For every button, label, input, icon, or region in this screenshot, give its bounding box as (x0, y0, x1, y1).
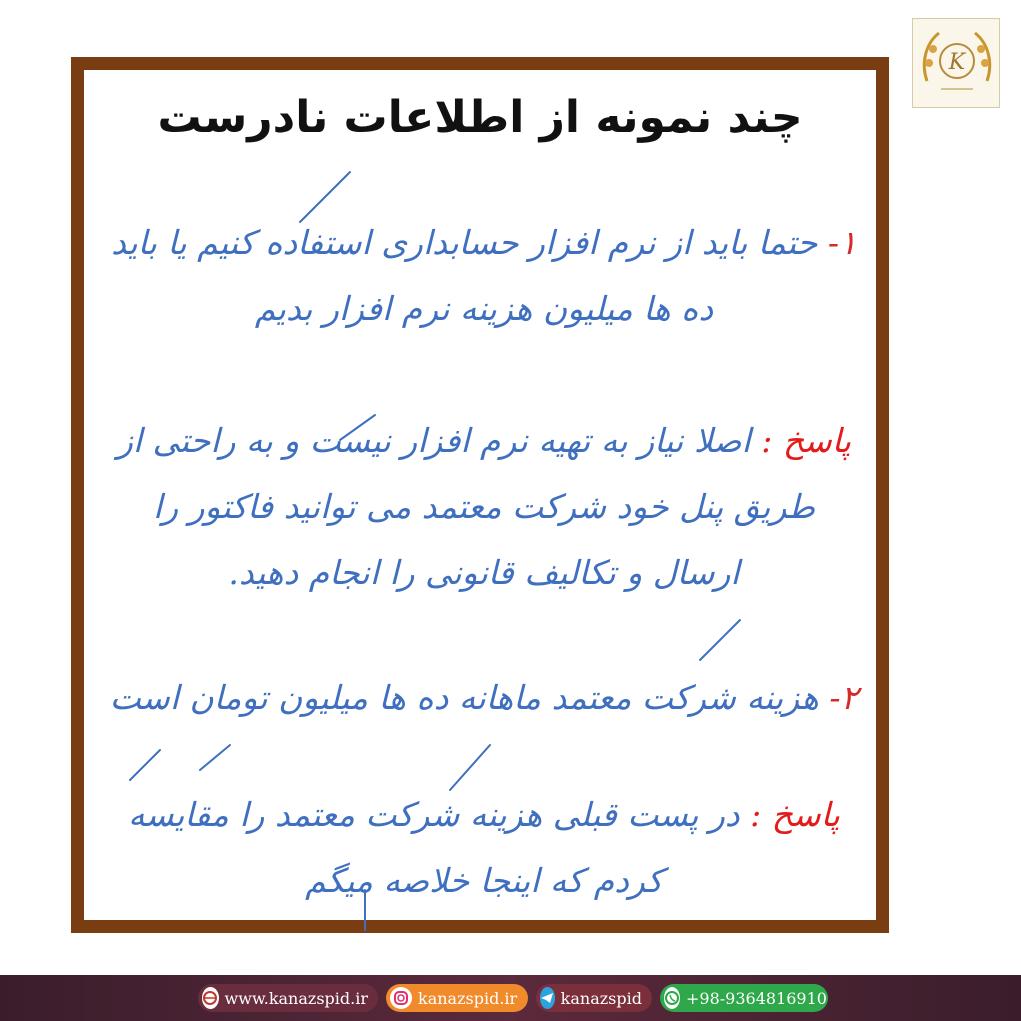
answer-1-text: اصلا نیاز به تهیه نرم افزار نیست و به راحتی از طریق پنل خود شرکت معتمد می توانید فاکتور را ارسال و تکالیف قانونی را انجام دهید. (116, 421, 815, 592)
item-2-number: ۲- (829, 678, 859, 717)
telegram-icon (540, 987, 555, 1009)
brand-logo (912, 18, 1000, 108)
globe-icon (202, 987, 219, 1009)
item-1 (106, 210, 862, 342)
instagram-icon (390, 987, 412, 1009)
whatsapp-icon (664, 987, 680, 1009)
answer-1-label: پاسخ : (761, 421, 852, 460)
svg-text:K: K (948, 50, 966, 75)
instagram-text: kanazspid.ir (418, 988, 518, 1008)
item-2 (106, 665, 862, 731)
content-card (71, 57, 889, 933)
item-1-number: ۱- (827, 223, 857, 262)
item-2-text: هزینه شرکت معتمد ماهانه ده ها میلیون تومان است (109, 678, 819, 717)
answer-1 (106, 408, 862, 606)
website-link[interactable] (198, 984, 378, 1012)
phone-text: +98-9364816910 (686, 988, 827, 1008)
answer-2-text: در پست قبلی هزینه شرکت معتمد را مقایسه کردم که اینجا خلاصه میگم (128, 795, 740, 900)
item-1-text: حتما باید از نرم افزار حسابداری استفاده کنیم یا باید ده ها میلیون هزینه نرم افزار بدیم (111, 223, 818, 328)
answer-2 (106, 782, 862, 914)
instagram-link[interactable] (386, 984, 528, 1012)
logo-emblem-icon (913, 19, 1000, 108)
telegram-link[interactable] (536, 984, 652, 1012)
page-title: چند نمونه از اطلاعات نادرست (157, 92, 803, 143)
phone-link[interactable] (660, 984, 828, 1012)
telegram-text: kanazspid (560, 988, 642, 1008)
footer-bar (0, 975, 1021, 1021)
answer-2-label: پاسخ : (750, 795, 840, 834)
website-text: www.kanazspid.ir (224, 988, 368, 1008)
